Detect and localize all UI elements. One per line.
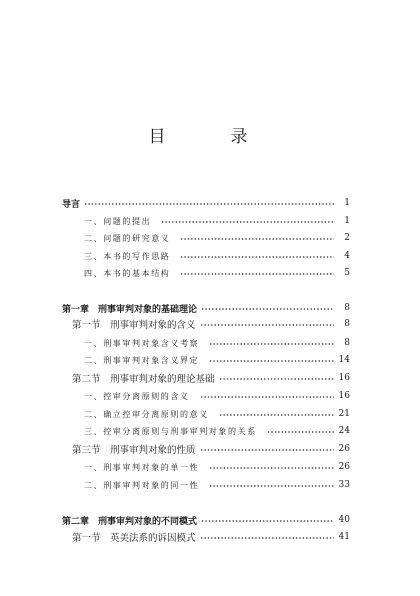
dot-leader [84, 203, 334, 205]
toc-entry[interactable] [62, 407, 350, 421]
toc-entry-page: 8 [344, 338, 350, 348]
toc-entry[interactable] [62, 389, 350, 403]
dot-leader [200, 396, 334, 398]
toc-entry[interactable] [62, 424, 350, 438]
toc-entry[interactable] [62, 214, 350, 228]
toc-entry[interactable] [62, 317, 350, 331]
dot-leader [200, 449, 334, 451]
dot-leader [180, 256, 334, 258]
toc-entry-label: 四、本书的基本结构 [84, 268, 171, 278]
toc-entry-page: 21 [338, 409, 350, 419]
toc-entry[interactable] [62, 231, 350, 245]
toc-entry[interactable] [62, 530, 350, 544]
toc-entry-page: 1 [344, 216, 350, 226]
toc-entry-label: 第二节 刑事审判对象的理论基础 [72, 374, 215, 385]
toc-entry-page: 41 [338, 532, 350, 542]
toc-entry-label: 一、控审分离原则的含义 [84, 391, 190, 401]
toc-entry-page: 14 [338, 355, 350, 365]
dot-leader [219, 378, 334, 380]
dot-leader [200, 324, 334, 326]
toc-entry-page: 26 [338, 444, 350, 454]
toc-entry-label: 第一节 刑事审判对象的含义 [72, 320, 196, 331]
toc-entry-label: 三、控审分离原则与刑事审判对象的关系 [84, 426, 257, 436]
dot-leader [200, 537, 334, 539]
toc-entry-page: 33 [338, 480, 350, 490]
toc-entry[interactable] [62, 513, 350, 527]
toc-entry[interactable] [62, 249, 350, 263]
toc-entry-page: 4 [344, 251, 350, 261]
toc-entry-page: 16 [338, 391, 350, 401]
dot-leader [219, 414, 334, 416]
toc-entry-page: 26 [338, 462, 350, 472]
dot-leader [267, 431, 334, 433]
toc-entry[interactable] [62, 336, 350, 350]
toc-entry-label: 第二章 刑事审判对象的不同模式 [62, 516, 198, 527]
toc-entry-page: 16 [338, 373, 350, 383]
toc-entry[interactable] [62, 353, 350, 367]
page-title: 目 录 [148, 127, 272, 147]
toc-entry-label: 二、确立控审分离原则的意义 [84, 409, 209, 419]
dot-leader [201, 308, 334, 310]
toc-entry-label: 一、刑事审判对象含义考察 [84, 338, 200, 348]
toc-entry-page: 1 [344, 198, 350, 208]
toc-entry-page: 8 [344, 303, 350, 313]
dot-leader [209, 343, 334, 345]
dot-leader [201, 520, 334, 522]
toc-entry[interactable] [62, 301, 350, 315]
toc-entry[interactable] [62, 371, 350, 385]
toc-entry[interactable] [62, 196, 350, 210]
toc-entry-label: 第三节 刑事审判对象的性质 [72, 445, 196, 456]
toc-entry-label: 第一节 英美法系的诉因模式 [72, 533, 196, 544]
toc-entry-page: 5 [344, 268, 350, 278]
toc-entry-label: 一、刑事审判对象的单一性 [84, 462, 200, 472]
toc-entry-label: 导言 [62, 199, 81, 210]
dot-leader [209, 467, 334, 469]
dot-leader [180, 238, 334, 240]
toc-entry-label: 一、问题的提出 [84, 216, 152, 226]
toc-entry-page: 40 [338, 515, 350, 525]
toc-entry-label: 三、本书的写作思路 [84, 251, 171, 261]
toc-entry[interactable] [62, 478, 350, 492]
toc-entry-label: 二、问题的研究意义 [84, 233, 171, 243]
toc-entry-label: 二、刑事审判对象含义界定 [84, 355, 200, 365]
dot-leader [161, 221, 334, 223]
toc-entry[interactable] [62, 442, 350, 456]
toc-entry-page: 8 [344, 319, 350, 329]
toc-entry-label: 第一章 刑事审判对象的基础理论 [62, 304, 198, 315]
dot-leader [209, 485, 334, 487]
toc-entry-page: 2 [344, 233, 350, 243]
dot-leader [209, 360, 334, 362]
toc-entry-page: 24 [338, 426, 350, 436]
toc-entry-label: 二、刑事审判对象的同一性 [84, 480, 200, 490]
toc-entry[interactable] [62, 266, 350, 280]
toc-entry[interactable] [62, 460, 350, 474]
dot-leader [180, 273, 334, 275]
